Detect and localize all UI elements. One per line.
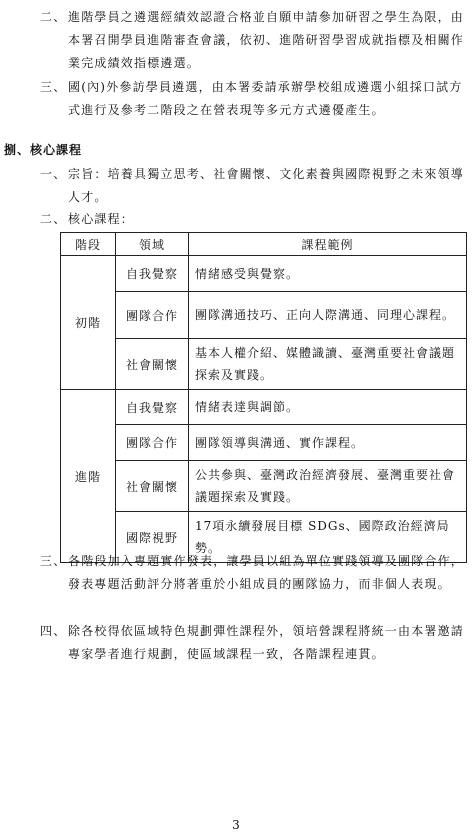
item-number: 三、 (40, 80, 67, 94)
stage-cell: 進階 (61, 390, 116, 563)
item-number: 二、 (40, 212, 67, 226)
stage-cell: 初階 (61, 256, 116, 390)
item-number: 二、 (40, 10, 67, 24)
example-cell: 團隊溝通技巧、正向人際溝通、同理心課程。 (189, 292, 467, 339)
list-item-projects (40, 550, 468, 596)
table-row (61, 390, 467, 425)
item-number: 三、 (40, 554, 67, 568)
table-row (61, 425, 467, 461)
section-title: 核心課程 (30, 143, 83, 157)
page-number: 3 (232, 818, 240, 832)
example-cell: 基本人權介紹、媒體識讀、臺灣重要社會議題探索及實踐。 (189, 339, 467, 390)
item-text: 進階學員之遴選經績效認證合格並自願申請參加研習之學生為限，由本署召開學員進階審查會議，依初、進階研習學習成就指標及相關作業完成績效指標遴選。 (68, 10, 465, 70)
item-text: 宗旨：培養具獨立思考、社會關懷、文化素養與國際視野之未來領導人才。 (68, 167, 465, 204)
list-item-aim (40, 163, 468, 209)
header-examples: 課程範例 (189, 233, 467, 256)
item-number: 四、 (40, 624, 67, 638)
item-text: 核心課程： (68, 212, 135, 226)
table-row (61, 256, 467, 292)
list-item-core-courses (40, 208, 468, 231)
domain-cell: 社會關懷 (116, 461, 189, 512)
table-row (61, 461, 467, 512)
example-cell: 情緒感受與覺察。 (189, 256, 467, 292)
domain-cell: 自我覺察 (116, 390, 189, 425)
table-row (61, 292, 467, 339)
item-text: 除各校得依區域特色規劃彈性課程外，領培營課程將統一由本署邀請專家學者進行規劃，使區域課程一致，各階課程連貫。 (68, 624, 465, 661)
domain-cell: 社會關懷 (116, 339, 189, 390)
example-cell: 公共參與、臺灣政治經濟發展、臺灣重要社會議題探索及實踐。 (189, 461, 467, 512)
domain-cell: 團隊合作 (116, 425, 189, 461)
list-item-selection (40, 76, 468, 122)
section-number: 捌、 (4, 143, 31, 157)
list-item-planning (40, 620, 468, 666)
header-stage: 階段 (61, 233, 116, 256)
item-text: 國(內)外參訪學員遴選，由本署委請承辦學校組成遴選小組採口試方式進行及參考二階段之在營表現等多元方式遴優產生。 (68, 80, 463, 117)
header-domain: 領域 (116, 233, 189, 256)
item-number: 一、 (40, 167, 67, 181)
example-cell: 情緒表達與調節。 (189, 390, 467, 425)
domain-cell: 自我覺察 (116, 256, 189, 292)
list-item-admission (40, 6, 468, 75)
section-heading (4, 139, 82, 162)
item-text: 各階段加入專題實作發表，讓學員以組為單位實踐領導及團隊合作，發表專題活動評分將著重於小組成員的團隊協力，而非個人表現。 (68, 554, 465, 591)
core-course-table (60, 232, 467, 563)
example-cell: 團隊領導與溝通、實作課程。 (189, 425, 467, 461)
domain-cell: 國際視野 (116, 512, 189, 563)
table-header-row (61, 233, 467, 256)
table-row (61, 339, 467, 390)
domain-cell: 團隊合作 (116, 292, 189, 339)
example-cell: 17項永續發展目標 SDGs、國際政治經濟局勢。 (189, 512, 467, 563)
